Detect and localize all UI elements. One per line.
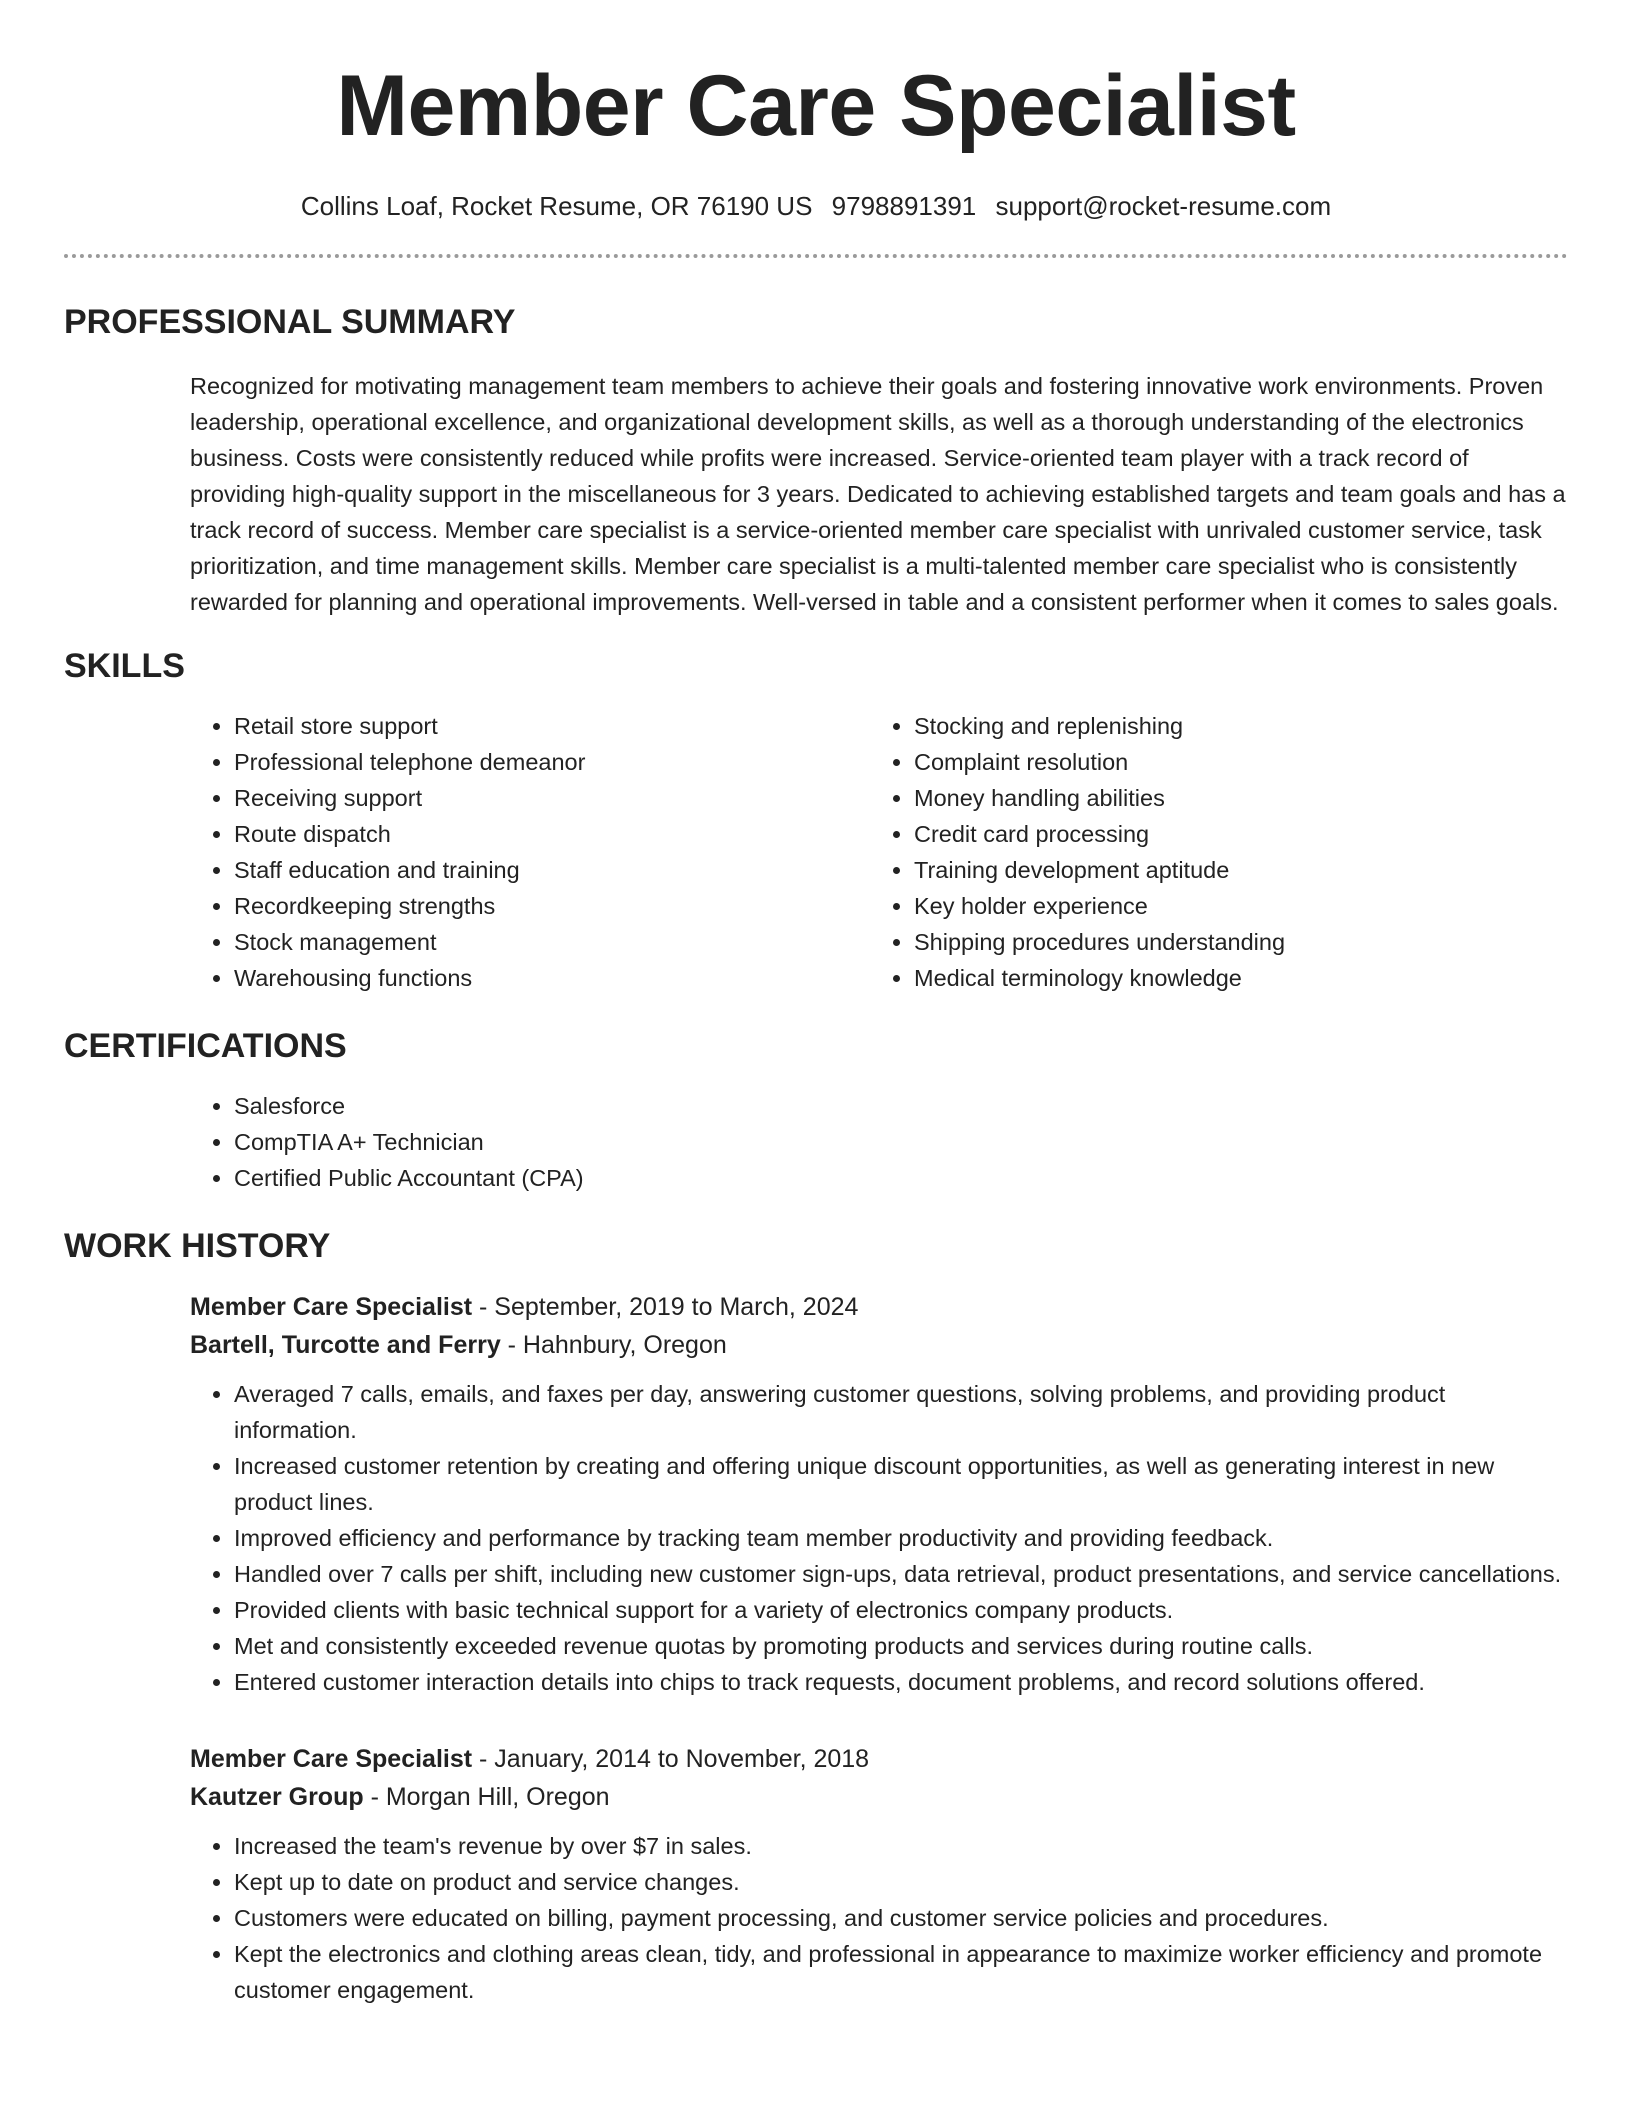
certification-item: • Certified Public Accountant (CPA) <box>234 1160 1568 1196</box>
job-bullet: • Averaged 7 calls, emails, and faxes per day, answering customer questions, solving problems, and providing product information. <box>234 1376 1568 1448</box>
job-bullet: • Kept the electronics and clothing areas clean, tidy, and professional in appearance to maximize worker efficiency and promote customer engagement. <box>234 1936 1568 2008</box>
skill-item: • Key holder experience <box>914 888 1550 924</box>
skill-item: • Money handling abilities <box>914 780 1550 816</box>
skills-heading: SKILLS <box>64 647 185 685</box>
contact-email: support@rocket-resume.com <box>995 191 1332 221</box>
work-history-section <box>64 1226 1568 2008</box>
job-bullet: • Entered customer interaction details into chips to track requests, document problems, and record solutions offered. <box>234 1664 1568 1700</box>
job-company-line <box>190 1326 1568 1364</box>
skill-item: • Credit card processing <box>914 816 1550 852</box>
job-location: - Morgan Hill, Oregon <box>363 1783 610 1811</box>
skills-grid <box>190 708 1568 996</box>
skill-item: • Recordkeeping strengths <box>234 888 870 924</box>
job-company: Bartell, Turcotte and Ferry <box>190 1331 501 1359</box>
skill-item: • Complaint resolution <box>914 744 1550 780</box>
contact-line <box>64 190 1568 222</box>
job-company: Kautzer Group <box>190 1783 364 1811</box>
skills-list-right <box>870 708 1550 996</box>
contact-phone: 9798891391 <box>831 191 977 221</box>
job-bullet: • Increased the team's revenue by over $7 in sales. <box>234 1828 1568 1864</box>
skill-item: • Training development aptitude <box>914 852 1550 888</box>
skills-list-left <box>190 708 870 996</box>
job-bullet: • Met and consistently exceeded revenue quotas by promoting products and services during routine calls. <box>234 1628 1568 1664</box>
certifications-heading: CERTIFICATIONS <box>64 1027 347 1065</box>
skill-item: • Stock management <box>234 924 870 960</box>
job-bullet: • Customers were educated on billing, payment processing, and customer service policies and procedures. <box>234 1900 1568 1936</box>
certification-item: • Salesforce <box>234 1088 1568 1124</box>
certifications-section <box>64 1026 1568 1196</box>
job-bullet: • Handled over 7 calls per shift, including new customer sign-ups, data retrieval, product presentations, and service cancellations. <box>234 1556 1568 1592</box>
skills-section <box>64 646 1568 996</box>
skill-item: • Retail store support <box>234 708 870 744</box>
job-bullet-list <box>190 1376 1568 1700</box>
job-role: Member Care Specialist <box>190 1745 473 1773</box>
job-entry <box>190 1288 1568 1700</box>
skills-column-left <box>190 708 870 996</box>
header-divider <box>64 254 1568 258</box>
job-role-line <box>190 1288 1568 1326</box>
contact-address: Collins Loaf, Rocket Resume, OR 76190 US <box>300 191 813 221</box>
job-bullet-list <box>190 1828 1568 2008</box>
job-bullet: • Provided clients with basic technical support for a variety of electronics company products. <box>234 1592 1568 1628</box>
skill-item: • Staff education and training <box>234 852 870 888</box>
summary-heading: PROFESSIONAL SUMMARY <box>64 303 516 341</box>
certification-item: • CompTIA A+ Technician <box>234 1124 1568 1160</box>
certifications-list <box>190 1088 1568 1196</box>
skill-item: • Route dispatch <box>234 816 870 852</box>
job-location: - Hahnbury, Oregon <box>500 1331 727 1359</box>
job-company-line <box>190 1778 1568 1816</box>
summary-text: Recognized for motivating management team members to achieve their goals and fostering innovative work environments. Proven leadership, operational excellence, and organizational development skills, as well as a thorough understanding of the electronics business. Costs were consistently reduced while profits were increased. Service-oriented team player with a track record of providing high-quality support in the miscellaneous for 3 years. Dedicated to achieving established targets and team goals and has a track record of success. Member care specialist is a service-oriented member care specialist with unrivaled customer service, task prioritization, and time management skills. Member care specialist is a multi-talented member care specialist who is consistently rewarded for planning and operational improvements. Well-versed in table and a consistent performer when it comes to sales goals. <box>190 373 1566 615</box>
job-bullet: • Increased customer retention by creating and offering unique discount opportunities, as well as generating interest in new product lines. <box>234 1448 1568 1520</box>
skill-item: • Warehousing functions <box>234 960 870 996</box>
job-role-line <box>190 1740 1568 1778</box>
job-dates: - January, 2014 to November, 2018 <box>472 1745 870 1773</box>
skill-item: • Professional telephone demeanor <box>234 744 870 780</box>
resume-title: Member Care Specialist <box>336 58 1296 154</box>
job-entry <box>190 1740 1568 2008</box>
skill-item: • Stocking and replenishing <box>914 708 1550 744</box>
job-role: Member Care Specialist <box>190 1293 473 1321</box>
skills-column-right <box>870 708 1550 996</box>
skill-item: • Medical terminology knowledge <box>914 960 1550 996</box>
job-bullet: • Kept up to date on product and service changes. <box>234 1864 1568 1900</box>
summary-section <box>64 302 1568 620</box>
skill-item: • Shipping procedures understanding <box>914 924 1550 960</box>
skill-item: • Receiving support <box>234 780 870 816</box>
job-bullet: • Improved efficiency and performance by tracking team member productivity and providing feedback. <box>234 1520 1568 1556</box>
work-history-heading: WORK HISTORY <box>64 1227 331 1265</box>
job-dates: - September, 2019 to March, 2024 <box>472 1293 859 1321</box>
